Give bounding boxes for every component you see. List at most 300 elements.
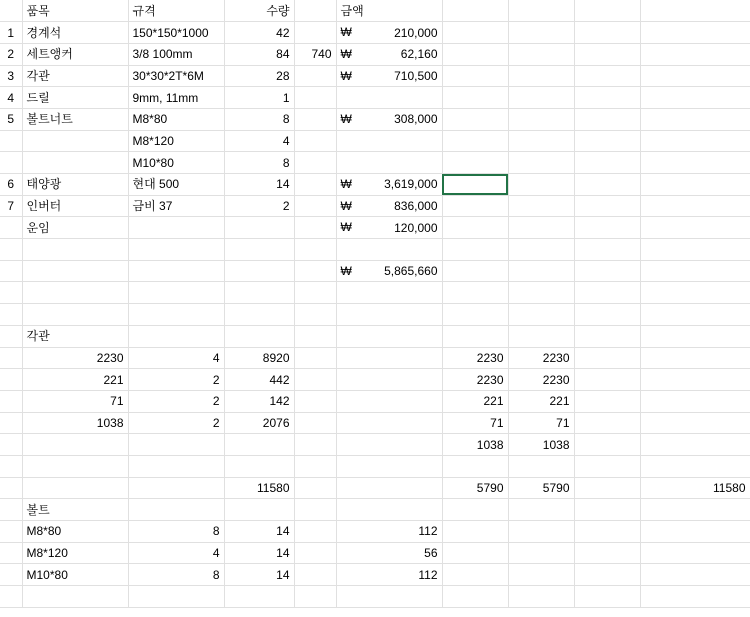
cell-g[interactable] (442, 325, 508, 347)
cell-extra[interactable] (294, 108, 336, 130)
cell-qty[interactable]: 14 (224, 564, 294, 586)
cell-spec[interactable] (128, 304, 224, 326)
cell-extra[interactable] (294, 304, 336, 326)
cell-item[interactable] (22, 304, 128, 326)
cell-extra[interactable] (294, 499, 336, 521)
cell-qty[interactable]: 14 (224, 521, 294, 543)
cell-i[interactable] (574, 542, 640, 564)
cell-g[interactable] (442, 499, 508, 521)
table-row[interactable] (0, 369, 750, 391)
cell-i[interactable] (574, 521, 640, 543)
cell-amount[interactable]: 112 (336, 564, 442, 586)
cell-qty[interactable] (224, 304, 294, 326)
cell-item[interactable]: 경계석 (22, 22, 128, 44)
cell-no[interactable] (0, 239, 22, 261)
cell-g[interactable] (442, 43, 508, 65)
cell-qty[interactable]: 28 (224, 65, 294, 87)
cell-amount[interactable] (336, 239, 442, 261)
cell-spec[interactable]: 4 (128, 542, 224, 564)
table-row[interactable] (0, 43, 750, 65)
table-row[interactable] (0, 412, 750, 434)
cell-i[interactable] (574, 347, 640, 369)
cell-extra[interactable] (294, 152, 336, 174)
cell-no[interactable] (0, 455, 22, 477)
cell-item[interactable]: 221 (22, 369, 128, 391)
cell-g[interactable] (442, 564, 508, 586)
cell-no[interactable]: 4 (0, 87, 22, 109)
cell-amount[interactable] (336, 22, 442, 44)
cell-j[interactable] (640, 22, 750, 44)
cell-amount[interactable] (336, 369, 442, 391)
cell-spec[interactable] (128, 499, 224, 521)
cell-extra[interactable] (294, 87, 336, 109)
cell-extra[interactable] (294, 65, 336, 87)
table-row[interactable] (0, 174, 750, 196)
table-row[interactable] (0, 347, 750, 369)
cell-extra[interactable] (294, 217, 336, 239)
cell-spec[interactable] (128, 455, 224, 477)
cell-j[interactable] (640, 586, 750, 608)
table-row[interactable] (0, 325, 750, 347)
cell-h[interactable] (508, 542, 574, 564)
cell-item[interactable] (22, 260, 128, 282)
cell-no[interactable]: 3 (0, 65, 22, 87)
cell-item[interactable]: M8*120 (22, 542, 128, 564)
cell-item[interactable] (22, 152, 128, 174)
cell-g[interactable] (442, 239, 508, 261)
cell-item[interactable] (22, 586, 128, 608)
cell-extra[interactable] (294, 325, 336, 347)
cell-qty[interactable]: 442 (224, 369, 294, 391)
cell-extra[interactable] (294, 434, 336, 456)
cell-spec[interactable]: 30*30*2T*6M (128, 65, 224, 87)
cell-qty[interactable]: 8 (224, 108, 294, 130)
cell-h[interactable] (508, 239, 574, 261)
cell-amount[interactable] (336, 108, 442, 130)
cell-i[interactable] (574, 65, 640, 87)
table-row[interactable] (0, 304, 750, 326)
cell-qty[interactable] (224, 499, 294, 521)
cell-g[interactable]: 2230 (442, 347, 508, 369)
cell-g[interactable]: 71 (442, 412, 508, 434)
cell-qty[interactable] (224, 325, 294, 347)
cell-h[interactable] (508, 521, 574, 543)
cell-qty[interactable] (224, 260, 294, 282)
cell-qty[interactable]: 84 (224, 43, 294, 65)
cell-j[interactable] (640, 239, 750, 261)
cell-g[interactable] (442, 217, 508, 239)
cell-spec[interactable]: 4 (128, 347, 224, 369)
cell-qty[interactable]: 8920 (224, 347, 294, 369)
cell-amount[interactable] (336, 130, 442, 152)
cell-i[interactable] (574, 152, 640, 174)
cell-g[interactable] (442, 304, 508, 326)
cell-spec[interactable]: 3/8 100mm (128, 43, 224, 65)
cell-i[interactable] (574, 22, 640, 44)
cell-item[interactable]: 드릴 (22, 87, 128, 109)
cell-subtotal-qty[interactable]: 11580 (224, 477, 294, 499)
cell-j[interactable] (640, 43, 750, 65)
cell-spec[interactable]: 2 (128, 369, 224, 391)
cell-no[interactable] (0, 217, 22, 239)
cell-amount[interactable] (336, 412, 442, 434)
cell-extra[interactable] (294, 0, 336, 22)
table-row[interactable] (0, 390, 750, 412)
cell-item[interactable]: 운임 (22, 217, 128, 239)
cell-i[interactable] (574, 304, 640, 326)
cell-g[interactable] (442, 282, 508, 304)
cell-spec[interactable]: 현대 500 (128, 174, 224, 196)
cell-spec[interactable]: 2 (128, 412, 224, 434)
cell-section-label[interactable]: 각관 (22, 325, 128, 347)
cell-h[interactable] (508, 174, 574, 196)
cell-i[interactable] (574, 499, 640, 521)
cell-i[interactable] (574, 477, 640, 499)
cell-item[interactable]: 태양광 (22, 174, 128, 196)
cell-j[interactable] (640, 434, 750, 456)
cell-amount-header[interactable]: 금액 (336, 0, 442, 22)
cell-qty[interactable]: 142 (224, 390, 294, 412)
table-row[interactable] (0, 108, 750, 130)
cell-spec[interactable] (128, 217, 224, 239)
cell-j[interactable] (640, 521, 750, 543)
cell-spec[interactable]: M8*80 (128, 108, 224, 130)
cell-no[interactable]: 1 (0, 22, 22, 44)
cell-j[interactable] (640, 455, 750, 477)
cell-h[interactable] (508, 130, 574, 152)
cell-h[interactable] (508, 217, 574, 239)
cell-extra[interactable]: 740 (294, 43, 336, 65)
cell-extra[interactable] (294, 260, 336, 282)
cell-g[interactable]: 221 (442, 390, 508, 412)
cell-h[interactable] (508, 152, 574, 174)
cell-amount[interactable] (336, 390, 442, 412)
cell-qty[interactable]: 14 (224, 542, 294, 564)
cell-g[interactable] (442, 0, 508, 22)
cell-no[interactable] (0, 390, 22, 412)
cell-h[interactable] (508, 260, 574, 282)
cell-spec[interactable]: 150*150*1000 (128, 22, 224, 44)
table-row[interactable] (0, 499, 750, 521)
cell-h[interactable]: 2230 (508, 347, 574, 369)
cell-h[interactable] (508, 325, 574, 347)
cell-i[interactable] (574, 390, 640, 412)
table-row[interactable] (0, 542, 750, 564)
cell-extra[interactable] (294, 390, 336, 412)
table-row[interactable] (0, 455, 750, 477)
cell-no[interactable] (0, 347, 22, 369)
cell-no[interactable] (0, 477, 22, 499)
cell-spec[interactable] (128, 282, 224, 304)
cell-spec[interactable]: 2 (128, 390, 224, 412)
cell-item[interactable] (22, 434, 128, 456)
cell-no[interactable] (0, 564, 22, 586)
cell-g[interactable] (442, 195, 508, 217)
cell-item[interactable] (22, 282, 128, 304)
table-row[interactable] (0, 130, 750, 152)
table-row[interactable] (0, 152, 750, 174)
cell-item[interactable]: 인버터 (22, 195, 128, 217)
cell-qty[interactable]: 4 (224, 130, 294, 152)
cell-h[interactable]: 1038 (508, 434, 574, 456)
table-row[interactable] (0, 434, 750, 456)
cell-h[interactable] (508, 586, 574, 608)
cell-j[interactable]: 11580 (640, 477, 750, 499)
cell-j[interactable] (640, 325, 750, 347)
table-row[interactable] (0, 65, 750, 87)
cell-j[interactable] (640, 282, 750, 304)
cell-amount[interactable] (336, 282, 442, 304)
cell-spec[interactable]: 금비 37 (128, 195, 224, 217)
cell-item[interactable]: 세트앵커 (22, 43, 128, 65)
cell-item[interactable] (22, 455, 128, 477)
cell-i[interactable] (574, 239, 640, 261)
cell-i[interactable] (574, 130, 640, 152)
cell-j[interactable] (640, 564, 750, 586)
cell-no[interactable] (0, 542, 22, 564)
cell-j[interactable] (640, 152, 750, 174)
table-row[interactable] (0, 282, 750, 304)
cell-h[interactable] (508, 282, 574, 304)
cell-i[interactable] (574, 0, 640, 22)
cell-no[interactable]: 2 (0, 43, 22, 65)
table-row[interactable] (0, 22, 750, 44)
cell-h[interactable]: 5790 (508, 477, 574, 499)
cell-j[interactable] (640, 65, 750, 87)
cell-h[interactable] (508, 0, 574, 22)
cell-qty[interactable]: 8 (224, 152, 294, 174)
cell-h[interactable] (508, 65, 574, 87)
cell-j[interactable] (640, 0, 750, 22)
cell-j[interactable] (640, 174, 750, 196)
cell-j[interactable] (640, 369, 750, 391)
cell-amount[interactable] (336, 152, 442, 174)
cell-spec[interactable]: 9mm, 11mm (128, 87, 224, 109)
cell-amount[interactable]: 112 (336, 521, 442, 543)
cell-amount[interactable] (336, 304, 442, 326)
cell-item[interactable]: 2230 (22, 347, 128, 369)
cell-qty[interactable]: 2 (224, 195, 294, 217)
cell-g[interactable] (442, 542, 508, 564)
cell-amount[interactable] (336, 586, 442, 608)
cell-spec[interactable]: 8 (128, 564, 224, 586)
table-row[interactable] (0, 0, 750, 22)
cell-h[interactable] (508, 195, 574, 217)
cell-item[interactable]: 71 (22, 390, 128, 412)
cell-no[interactable] (0, 325, 22, 347)
cell-extra[interactable] (294, 521, 336, 543)
table-row[interactable] (0, 260, 750, 282)
cell-g[interactable]: 1038 (442, 434, 508, 456)
table-row[interactable] (0, 521, 750, 543)
cell-no[interactable] (0, 586, 22, 608)
cell-j[interactable] (640, 390, 750, 412)
cell-no[interactable]: 6 (0, 174, 22, 196)
cell-item[interactable]: M8*80 (22, 521, 128, 543)
cell-qty[interactable] (224, 455, 294, 477)
cell-g[interactable] (442, 152, 508, 174)
cell-no[interactable] (0, 152, 22, 174)
cell-extra[interactable] (294, 564, 336, 586)
cell-qty[interactable] (224, 217, 294, 239)
cell-no[interactable]: 7 (0, 195, 22, 217)
cell-item[interactable] (22, 477, 128, 499)
cell-item-header[interactable]: 품목 (22, 0, 128, 22)
cell-i[interactable] (574, 195, 640, 217)
cell-extra[interactable] (294, 22, 336, 44)
cell-qty[interactable] (224, 586, 294, 608)
cell-no[interactable] (0, 282, 22, 304)
cell-h[interactable] (508, 499, 574, 521)
cell-qty[interactable]: 14 (224, 174, 294, 196)
cell-no[interactable] (0, 412, 22, 434)
cell-extra[interactable] (294, 130, 336, 152)
cell-extra[interactable] (294, 239, 336, 261)
cell-no[interactable] (0, 369, 22, 391)
cell-j[interactable] (640, 87, 750, 109)
cell-amount[interactable] (336, 43, 442, 65)
table-row[interactable] (0, 477, 750, 499)
cell-item[interactable] (22, 130, 128, 152)
cell-amount[interactable] (336, 499, 442, 521)
table-row[interactable] (0, 586, 750, 608)
cell-amount[interactable] (336, 325, 442, 347)
cell-item[interactable]: 각관 (22, 65, 128, 87)
cell-i[interactable] (574, 325, 640, 347)
cell-j[interactable] (640, 347, 750, 369)
cell-no[interactable] (0, 130, 22, 152)
cell-j[interactable] (640, 195, 750, 217)
cell-i[interactable] (574, 43, 640, 65)
cell-spec[interactable] (128, 434, 224, 456)
cell-j[interactable] (640, 217, 750, 239)
cell-spec-header[interactable]: 규격 (128, 0, 224, 22)
cell-amount[interactable] (336, 65, 442, 87)
cell-i[interactable] (574, 455, 640, 477)
cell-spec[interactable] (128, 477, 224, 499)
cell-item[interactable]: M10*80 (22, 564, 128, 586)
cell-amount[interactable] (336, 195, 442, 217)
cell-g[interactable]: 2230 (442, 369, 508, 391)
cell-qty[interactable]: 42 (224, 22, 294, 44)
cell-i[interactable] (574, 174, 640, 196)
cell-spec[interactable]: M10*80 (128, 152, 224, 174)
cell-g[interactable] (442, 65, 508, 87)
cell-j[interactable] (640, 499, 750, 521)
cell-h[interactable]: 221 (508, 390, 574, 412)
cell-no[interactable] (0, 304, 22, 326)
cell-i[interactable] (574, 108, 640, 130)
table-row[interactable] (0, 87, 750, 109)
cell-g[interactable] (442, 260, 508, 282)
cell-extra[interactable] (294, 347, 336, 369)
cell-g[interactable] (442, 87, 508, 109)
cell-h[interactable] (508, 87, 574, 109)
cell-extra[interactable] (294, 412, 336, 434)
cell-qty[interactable] (224, 239, 294, 261)
cell-amount[interactable] (336, 434, 442, 456)
cell-extra[interactable] (294, 282, 336, 304)
cell-g[interactable] (442, 130, 508, 152)
cell-amount[interactable] (336, 455, 442, 477)
cell-amount[interactable] (336, 87, 442, 109)
cell-spec[interactable] (128, 325, 224, 347)
cell-h[interactable] (508, 304, 574, 326)
cell-j[interactable] (640, 304, 750, 326)
cell-spec[interactable] (128, 586, 224, 608)
cell-g[interactable] (442, 586, 508, 608)
cell-h[interactable]: 2230 (508, 369, 574, 391)
cell-j[interactable] (640, 108, 750, 130)
cell-extra[interactable] (294, 174, 336, 196)
cell-i[interactable] (574, 260, 640, 282)
table-row[interactable] (0, 239, 750, 261)
cell-i[interactable] (574, 217, 640, 239)
cell-amount[interactable] (336, 477, 442, 499)
cell-no[interactable]: 5 (0, 108, 22, 130)
cell-spec[interactable]: M8*120 (128, 130, 224, 152)
cell-extra[interactable] (294, 195, 336, 217)
cell-qty[interactable] (224, 434, 294, 456)
cell-spec[interactable]: 8 (128, 521, 224, 543)
cell-extra[interactable] (294, 455, 336, 477)
cell-extra[interactable] (294, 477, 336, 499)
cell-j[interactable] (640, 412, 750, 434)
cell-section-label[interactable]: 볼트 (22, 499, 128, 521)
cell-item[interactable] (22, 239, 128, 261)
cell-h[interactable] (508, 455, 574, 477)
cell-amount[interactable] (336, 347, 442, 369)
cell-g[interactable] (442, 108, 508, 130)
cell-i[interactable] (574, 369, 640, 391)
cell-h[interactable] (508, 22, 574, 44)
cell-extra[interactable] (294, 586, 336, 608)
cell-item[interactable]: 볼트너트 (22, 108, 128, 130)
cell-amount[interactable] (336, 174, 442, 196)
cell-h[interactable] (508, 108, 574, 130)
cell-qty[interactable]: 2076 (224, 412, 294, 434)
cell-spec[interactable] (128, 239, 224, 261)
cell-i[interactable] (574, 282, 640, 304)
cell-h[interactable] (508, 564, 574, 586)
cell-extra[interactable] (294, 369, 336, 391)
cell-qty-header[interactable]: 수량 (224, 0, 294, 22)
cell-qty[interactable] (224, 282, 294, 304)
cell-i[interactable] (574, 412, 640, 434)
cell-spec[interactable] (128, 260, 224, 282)
cell-i[interactable] (574, 586, 640, 608)
cell-amount[interactable]: 56 (336, 542, 442, 564)
cell-no[interactable] (0, 434, 22, 456)
cell-j[interactable] (640, 542, 750, 564)
cell-i[interactable] (574, 434, 640, 456)
table-row[interactable] (0, 564, 750, 586)
cell-i[interactable] (574, 87, 640, 109)
cell-no[interactable] (0, 0, 22, 22)
cell-no[interactable] (0, 260, 22, 282)
cell-item[interactable]: 1038 (22, 412, 128, 434)
table-row[interactable] (0, 195, 750, 217)
cell-j[interactable] (640, 260, 750, 282)
cell-no[interactable] (0, 521, 22, 543)
cell-h[interactable]: 71 (508, 412, 574, 434)
cell-total-amount[interactable] (336, 260, 442, 282)
active-cell[interactable] (442, 174, 508, 196)
cell-j[interactable] (640, 130, 750, 152)
cell-g[interactable]: 5790 (442, 477, 508, 499)
cell-amount[interactable] (336, 217, 442, 239)
cell-extra[interactable] (294, 542, 336, 564)
